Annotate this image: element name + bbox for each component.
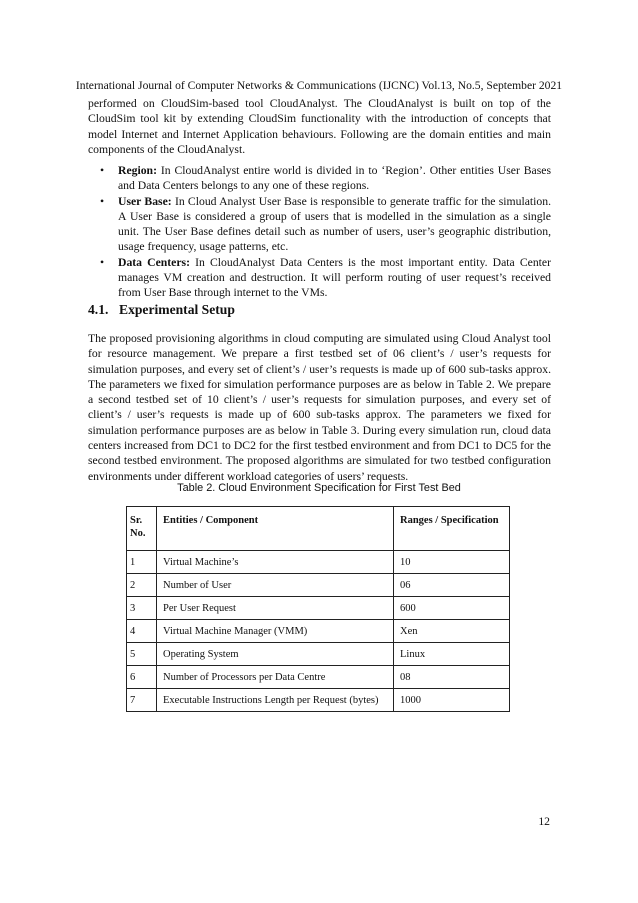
page-number: 12: [538, 815, 550, 828]
cell-sr-no: 4: [127, 620, 157, 643]
cell-sr-no: 7: [127, 689, 157, 712]
cell-range: 10: [394, 551, 510, 574]
cell-entity: Per User Request: [157, 597, 394, 620]
table-row: [127, 689, 510, 712]
cell-entity: Number of User: [157, 574, 394, 597]
list-item: [88, 255, 551, 301]
section-title: Experimental Setup: [119, 302, 235, 317]
table-row: [127, 597, 510, 620]
column-header-entities: Entities / Component: [157, 507, 394, 551]
bullet-icon: •: [100, 255, 105, 269]
list-item: [88, 194, 551, 255]
cell-sr-no: 1: [127, 551, 157, 574]
cell-sr-no: 6: [127, 666, 157, 689]
cell-sr-no: 2: [127, 574, 157, 597]
entity-description: In Cloud Analyst User Base is responsible to generate traffic for the simulation. A User Base is considered a group of users that is modelled in the simulation as a single unit. The User Base defines detail such as number of users, user’s geographic distribution, usage frequency, usage patterns, etc.: [118, 194, 552, 254]
bullet-icon: •: [100, 164, 105, 177]
table-row: [127, 574, 510, 597]
cell-entity: Operating System: [157, 643, 394, 666]
intro-paragraph: performed on CloudSim-based tool CloudAnalyst. The CloudAnalyst is built on top of the CloudSim tool kit by extending CloudSim functionality with the introduction of concepts that model Internet and Internet Application behaviours. Following are the domain entities and main components of the CloudAnalyst.: [88, 97, 551, 156]
specification-table: [126, 506, 510, 712]
table-caption: Table 2. Cloud Environment Specification for First Test Bed: [177, 482, 461, 494]
column-header-ranges: Ranges / Specification: [394, 507, 510, 551]
cell-entity: Executable Instructions Length per Request (bytes): [157, 689, 394, 712]
cell-sr-no: 5: [127, 643, 157, 666]
cell-range: 600: [394, 597, 510, 620]
journal-header: International Journal of Computer Networks & Communications (IJCNC) Vol.13, No.5, September 2021: [75, 79, 563, 92]
entity-term: User Base:: [118, 194, 172, 208]
list-item: [88, 163, 551, 194]
entity-description: In CloudAnalyst entire world is divided in to ‘Region’. Other entities User Bases and Data Centers belongs to any one of these regions.: [118, 164, 551, 193]
cell-range: 08: [394, 666, 510, 689]
section-heading: [88, 302, 235, 318]
bullet-icon: •: [100, 194, 105, 208]
cell-range: 1000: [394, 689, 510, 712]
entity-list: [88, 163, 551, 301]
entity-description: In CloudAnalyst Data Centers is the most important entity. Data Center manages VM creation and destruction. It will perform routing of user request’s received from User Base through internet to the VMs.: [118, 255, 551, 300]
table-row: [127, 551, 510, 574]
table-header-row: [127, 507, 510, 551]
table-row: [127, 643, 510, 666]
entity-term: Region:: [118, 164, 157, 177]
cell-entity: Number of Processors per Data Centre: [157, 666, 394, 689]
table-row: [127, 666, 510, 689]
cell-range: Linux: [394, 643, 510, 666]
cell-range: 06: [394, 574, 510, 597]
table-row: [127, 620, 510, 643]
section-number: 4.1.: [88, 302, 109, 317]
setup-paragraph: The proposed provisioning algorithms in cloud computing are simulated using Cloud Analyst tool for resource management. We prepare a first testbed set of 06 client’s / user’s requests for simulation purposes, and every set of client’s / user’s requests is made up of 600 sub-tasks approx. The parameters we fixed for simulation performance purposes are as below in Table 2. We prepare a second testbed set of 10 client’s / user’s requests for simulation purposes, and every set of client’s / user’s requests is made up of 600 sub-tasks approx. The parameters we fixed for simulation performance purposes are as below in Table 3. During every simulation run, cloud data centers increased from DC1 to DC2 for the first testbed environment and from DC1 to DC5 for the second testbed environment. The proposed algorithms are simulated for two testbed configuration environments under different workload categories of users’ requests.: [88, 332, 551, 483]
cell-range: Xen: [394, 620, 510, 643]
column-header-sr-no: Sr. No.: [127, 507, 157, 551]
cell-entity: Virtual Machine Manager (VMM): [157, 620, 394, 643]
cell-entity: Virtual Machine’s: [157, 551, 394, 574]
entity-term: Data Centers:: [118, 255, 190, 269]
cell-sr-no: 3: [127, 597, 157, 620]
